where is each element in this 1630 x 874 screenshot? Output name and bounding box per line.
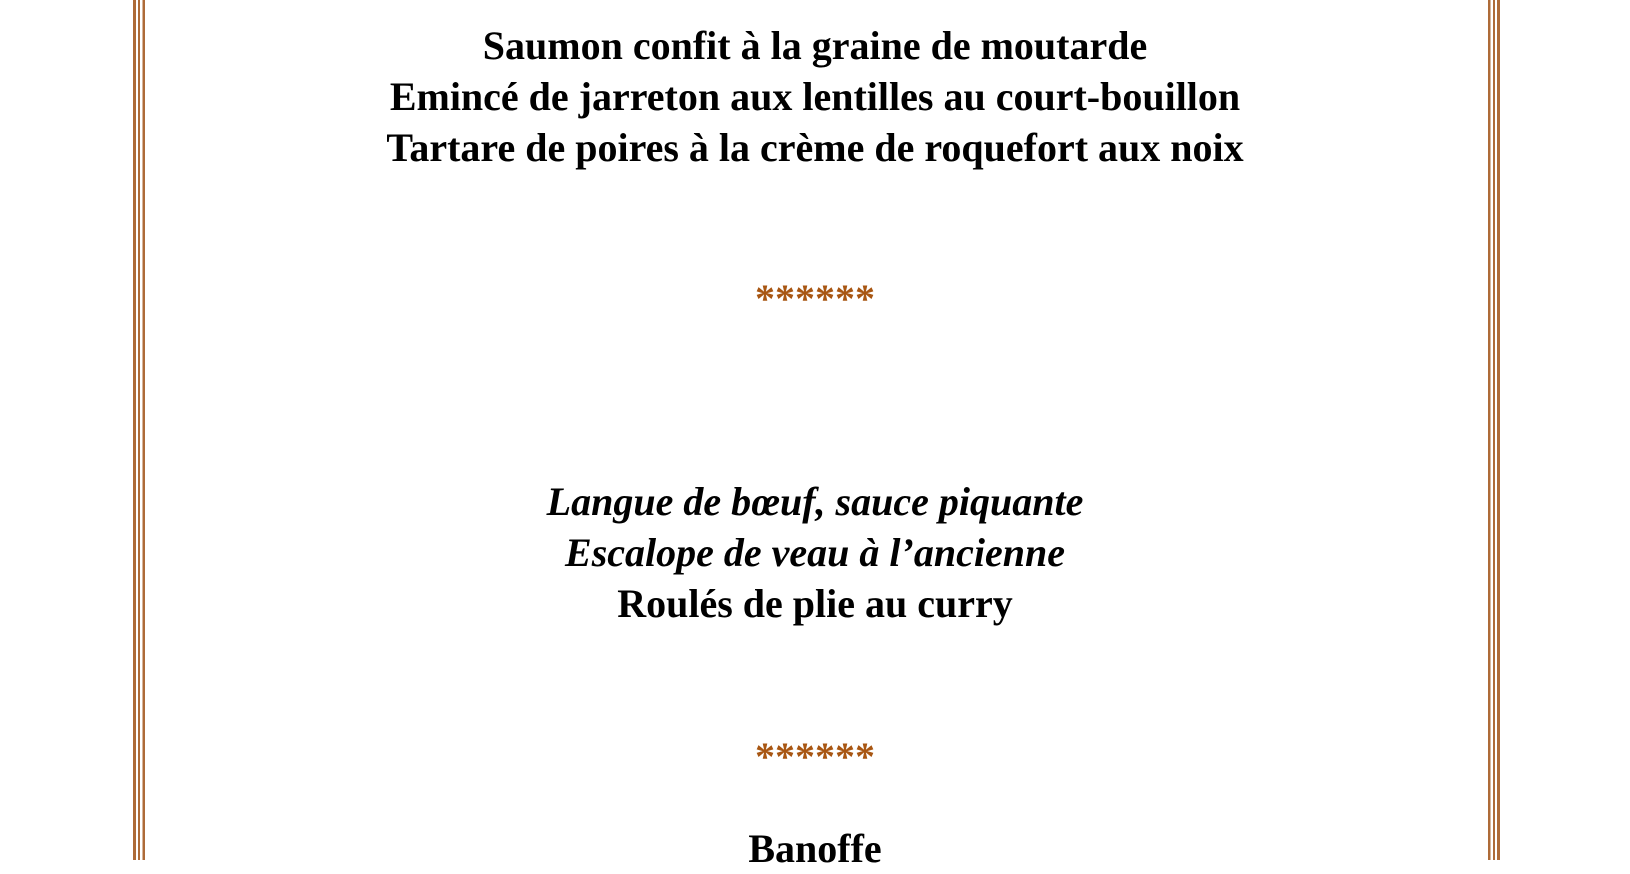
menu-content	[165, 0, 1465, 871]
mains-section	[165, 476, 1465, 629]
menu-item-main-1: Langue de bœuf, sauce piquante	[546, 479, 1084, 524]
course-separator-asterisks: ******	[755, 276, 875, 321]
menu-item-main-3: Roulés de plie au curry	[617, 581, 1013, 626]
menu-item-main-2: Escalope de veau à l’ancienne	[565, 530, 1065, 575]
menu-item-dessert: Banoffe	[748, 826, 882, 871]
menu-item-starter-1: Saumon confit à la graine de moutarde	[482, 23, 1148, 68]
page-border-left	[133, 0, 145, 860]
course-separator-asterisks: ******	[755, 734, 875, 779]
menu-item-starter-3: Tartare de poires à la crème de roquefort aux noix	[386, 125, 1244, 170]
page-border-right	[1488, 0, 1500, 860]
starters-section	[165, 20, 1465, 173]
menu-item-starter-2: Emincé de jarreton aux lentilles au court-bouillon	[389, 74, 1241, 119]
dessert-section	[165, 823, 1465, 874]
